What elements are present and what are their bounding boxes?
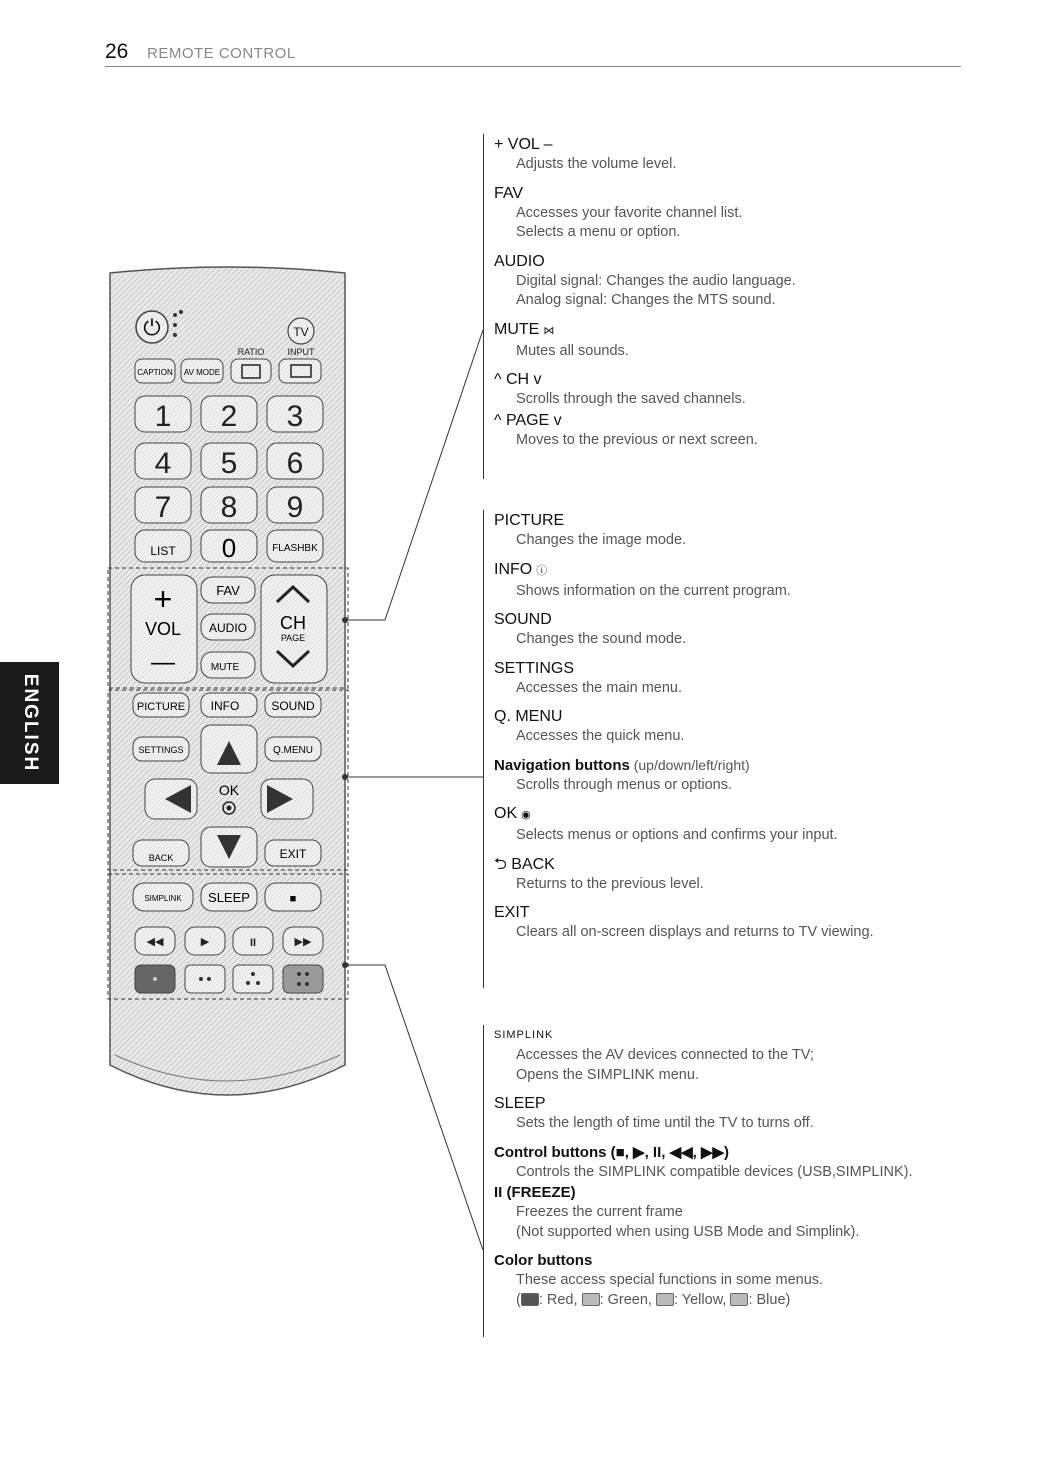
svg-text:6: 6 xyxy=(286,447,304,480)
svg-text:FLASHBK: FLASHBK xyxy=(272,543,318,554)
svg-text:AV MODE: AV MODE xyxy=(183,368,221,377)
svg-text:SIMPLINK: SIMPLINK xyxy=(144,894,182,903)
info-icon: ⓘ xyxy=(536,564,548,577)
svg-text:7: 7 xyxy=(154,491,172,524)
svg-text:+: + xyxy=(153,581,173,617)
simplink-logo: SIMPLINK xyxy=(494,1029,554,1041)
green-chip-icon xyxy=(582,1293,600,1306)
svg-text:1: 1 xyxy=(154,400,172,433)
desc-ch-page: ^ CH v Scrolls through the saved channels. ^ PAGE v Moves to the previous or next screen. xyxy=(494,371,758,448)
svg-text:SLEEP: SLEEP xyxy=(208,890,250,905)
blue-chip-icon xyxy=(730,1293,748,1306)
page-header xyxy=(105,42,961,67)
svg-text:VOL: VOL xyxy=(144,619,182,639)
section-title: REMOTE CONTROL xyxy=(147,45,296,62)
svg-text:9: 9 xyxy=(286,491,304,524)
description-group-picture-navigation xyxy=(483,510,874,988)
desc-control-buttons: Control buttons (■, ▶, II, ◀◀, ▶▶) Controls the SIMPLINK compatible devices (USB,SIMPLINK). xyxy=(494,1143,913,1180)
color-legend: ( : Red, : Green, : Yellow, : Blue) xyxy=(516,1291,791,1308)
desc-vol: + VOL – Adjusts the volume level. xyxy=(484,134,796,175)
svg-text:2: 2 xyxy=(220,400,238,433)
svg-text:■: ■ xyxy=(289,893,297,905)
desc-sound: SOUND Changes the sound mode. xyxy=(494,611,687,647)
svg-text:SOUND: SOUND xyxy=(271,699,315,713)
svg-text:▶▶: ▶▶ xyxy=(294,936,312,948)
svg-text:OK: OK xyxy=(218,782,240,798)
remote-control-illustration xyxy=(105,265,350,1113)
svg-text:0: 0 xyxy=(221,533,237,563)
desc-qmenu: Q. MENU Accesses the quick menu. xyxy=(494,708,685,744)
svg-text:8: 8 xyxy=(220,491,238,524)
svg-text:3: 3 xyxy=(286,400,304,433)
svg-text:TV: TV xyxy=(293,325,309,339)
power-icon: ⏻ xyxy=(143,315,161,340)
desc-ok: OK ◉ Selects menus or options and confirms your input. xyxy=(494,805,838,843)
page-number: 26 xyxy=(105,40,129,63)
svg-text:▶: ▶ xyxy=(200,936,210,948)
desc-exit: EXIT Clears all on-screen displays and returns to TV viewing. xyxy=(494,904,874,940)
svg-text:PAGE: PAGE xyxy=(280,633,306,643)
desc-fav: FAV Accesses your favorite channel list. Selects a menu or option. xyxy=(494,184,743,240)
language-tab xyxy=(0,662,59,784)
svg-text:RATIO: RATIO xyxy=(237,347,265,357)
svg-text:◀◀: ◀◀ xyxy=(146,936,164,948)
svg-text:—: — xyxy=(151,649,175,676)
blue-button xyxy=(283,965,323,993)
svg-text:II: II xyxy=(249,937,257,949)
svg-text:MUTE: MUTE xyxy=(210,662,240,673)
svg-text:SETTINGS: SETTINGS xyxy=(138,745,184,755)
svg-text:INFO: INFO xyxy=(210,699,240,713)
red-chip-icon xyxy=(521,1293,539,1306)
svg-text:INPUT: INPUT xyxy=(287,347,315,357)
svg-text:4: 4 xyxy=(154,447,172,480)
description-group-volume-channel xyxy=(483,134,796,479)
desc-picture: PICTURE Changes the image mode. xyxy=(494,512,687,548)
desc-simplink: SIMPLINK Accesses the AV devices connected to the TV; Opens the SIMPLINK menu. xyxy=(484,1025,912,1085)
green-button xyxy=(185,965,225,993)
desc-title: + VOL – xyxy=(494,136,553,153)
ok-icon: ◉ xyxy=(521,809,531,821)
mute-icon: ⋈ xyxy=(543,324,555,337)
svg-text:EXIT: EXIT xyxy=(279,847,307,861)
svg-text:BACK: BACK xyxy=(148,853,174,863)
yellow-button xyxy=(233,965,273,993)
svg-text:AUDIO: AUDIO xyxy=(208,621,248,635)
desc-info: INFO ⓘ Shows information on the current program. xyxy=(494,560,791,599)
svg-text:LIST: LIST xyxy=(150,544,176,558)
svg-text:CH: CH xyxy=(280,613,306,633)
desc-navigation: Navigation buttons (up/down/left/right) Scrolls through menus or options. xyxy=(494,756,750,793)
desc-color-buttons: Color buttons These access special functions in some menus. ( : Red, : Green, : Yellow, : Blue) xyxy=(484,1250,912,1310)
yellow-chip-icon xyxy=(656,1293,674,1306)
desc-settings: SETTINGS Accesses the main menu. xyxy=(494,659,683,696)
svg-text:FAV: FAV xyxy=(216,583,240,598)
desc-sleep: SLEEP Sets the length of time until the TV to turns off. xyxy=(494,1095,814,1131)
desc-audio: AUDIO Digital signal: Changes the audio language. Analog signal: Changes the MTS sound. xyxy=(494,252,796,308)
svg-text:PICTURE: PICTURE xyxy=(136,701,186,713)
svg-text:Q.MENU: Q.MENU xyxy=(273,745,313,756)
desc-back: ⮌ BACK Returns to the previous level. xyxy=(494,855,704,892)
svg-text:5: 5 xyxy=(220,447,238,480)
desc-mute: MUTE ⋈ Mutes all sounds. xyxy=(494,320,629,359)
back-icon: ⮌ xyxy=(494,855,512,873)
language-tab-label: ENGLISH xyxy=(19,673,41,773)
svg-text:CAPTION: CAPTION xyxy=(137,368,173,377)
description-group-simplink-color xyxy=(483,1025,912,1337)
desc-freeze: II (FREEZE) Freezes the current frame (Not supported when using USB Mode and Simplink). xyxy=(494,1184,860,1240)
